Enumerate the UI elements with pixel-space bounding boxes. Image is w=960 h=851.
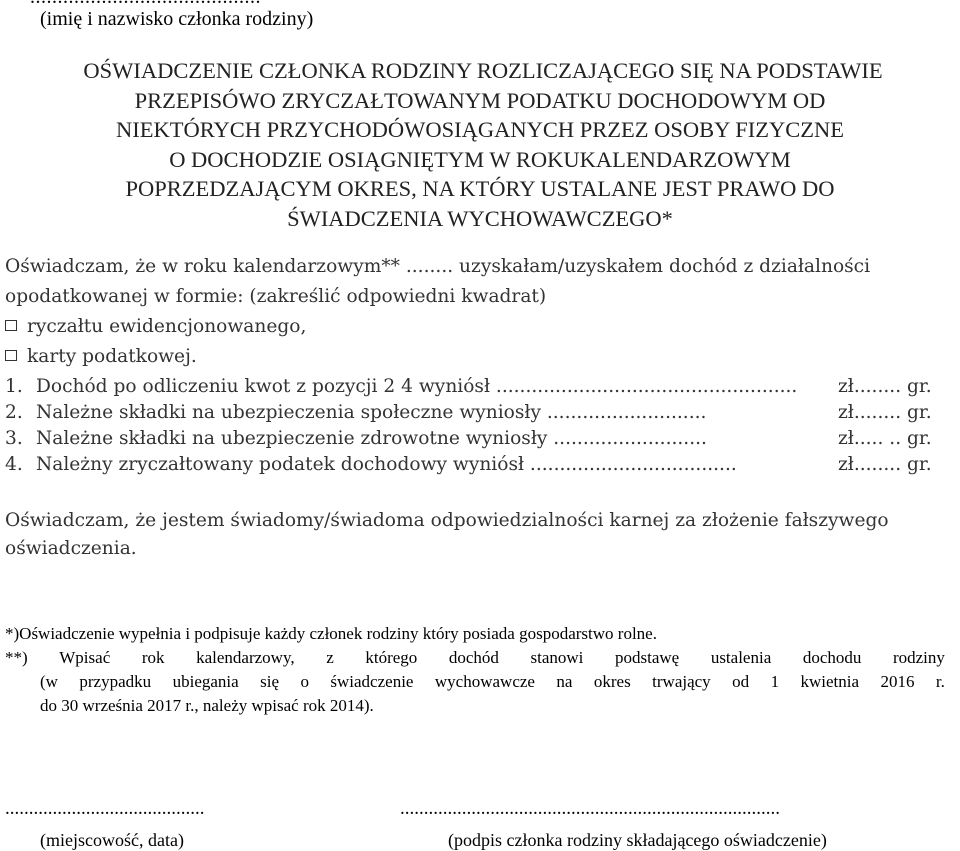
declaration-line-1: Oświadczam, że jestem świadomy/świadoma odpowiedzialności karnej za złożenie fałszywego [5, 510, 889, 531]
footnote-word: 1 [770, 672, 780, 691]
intro-line-1: Oświadczam, że w roku kalendarzowym** ........ uzyskałam/uzyskałem dochód z działalności [5, 256, 871, 277]
footnote-word: dochodu [802, 648, 862, 667]
footnote-word: wychowawcze [434, 672, 535, 691]
option-label: karty podatkowej. [27, 346, 197, 367]
footnote-word: trwający [652, 672, 711, 691]
signature-caption: (podpis członka rodziny składającego oświadczenie) [448, 830, 827, 850]
footnote-word: Wpisać [59, 648, 111, 667]
footnote-word: rodziny [892, 648, 945, 667]
footnote-1: *)Oświadczenie wypełnia i podpisuje każdy członek rodziny który posiada gospodarstwo rolne. [5, 624, 657, 643]
footnote-word: kalendarzowy, [196, 648, 295, 667]
item-text: Należne składki na ubezpieczenia społeczne wyniosły ........................... [36, 402, 707, 423]
place-date-field[interactable]: .......................................... [5, 798, 205, 819]
title-line-1: OŚWIADCZENIE CZŁONKA RODZINY ROZLICZAJĄCEGO SIĘ NA PODSTAWIE [83, 58, 883, 83]
footnote-word: dochód [448, 648, 499, 667]
footnote-word: **) [5, 648, 28, 667]
intro-line-2: opodatkowanej w formie: (zakreślić odpowiedni kwadrat) [5, 286, 547, 307]
footnote-word: o [300, 672, 309, 691]
name-caption: (imię i nazwisko członka rodziny) [40, 8, 314, 30]
footnote-2-line-3: do 30 września 2017 r., należy wpisać rok 2014). [40, 696, 374, 715]
footnote-word: podstawę [615, 648, 680, 667]
signature-field[interactable]: ................................................................................ [400, 798, 780, 819]
footnote-word: 2016 [880, 672, 915, 691]
declaration-line-2: oświadczenia. [5, 538, 137, 559]
footnote-word: kwietnia [800, 672, 860, 691]
item-amount-field[interactable]: zł........ gr. [838, 376, 932, 397]
footnote-word: r. [935, 672, 945, 691]
item-number: 4. [5, 454, 23, 475]
item-number: 2. [5, 402, 23, 423]
item-text: Należne składki na ubezpieczenie zdrowotne wyniosły .......................... [36, 428, 707, 449]
option-label: ryczałtu ewidencjonowanego, [27, 316, 307, 337]
item-amount-field[interactable]: zł..... .. gr. [838, 428, 932, 449]
title-line-5: POPRZEDZAJĄCYM OKRES, NA KTÓRY USTALANE JEST PRAWO DO [125, 176, 835, 201]
footnote-word: ubiegania [172, 672, 239, 691]
footnote-word: rok [141, 648, 165, 667]
footnote-word: (w [40, 672, 58, 691]
footnote-word: się [260, 672, 280, 691]
footnote-word: przypadku [79, 672, 152, 691]
footnote-word: okres [593, 672, 631, 691]
footnote-2-line-1 [5, 648, 945, 668]
footnote-word: którego [365, 648, 418, 667]
checkbox-square-icon[interactable] [5, 320, 17, 331]
item-number: 1. [5, 376, 23, 397]
option-ryczalt[interactable] [5, 316, 306, 337]
title-line-2: PRZEPISÓWO ZRYCZAŁTOWANYM PODATKU DOCHODOWYM OD [134, 87, 826, 113]
item-amount-field[interactable]: zł........ gr. [838, 454, 932, 475]
title-line-4: O DOCHODZIE OSIĄGNIĘTYM W ROKUKALENDARZOWYM [169, 146, 791, 172]
footnote-word: od [732, 672, 750, 691]
footnote-2-line-2 [40, 672, 945, 692]
item-amount-field[interactable]: zł........ gr. [838, 402, 932, 423]
place-date-caption: (miejscowość, data) [40, 830, 184, 850]
option-karta[interactable] [5, 346, 197, 367]
title-line-6: ŚWIADCZENIA WYCHOWAWCZEGO* [287, 205, 673, 231]
title-line-3: NIEKTÓRYCH PRZYCHODÓWOSIĄGANYCH PRZEZ OSOBY FIZYCZNE [116, 117, 844, 142]
document-title [0, 56, 960, 233]
item-number: 3. [5, 428, 23, 449]
item-text: Należny zryczałtowany podatek dochodowy wyniósł ................................... [36, 454, 737, 475]
footnote-word: z [326, 648, 334, 667]
footnote-word: ustalenia [710, 648, 772, 667]
checkbox-square-icon[interactable] [5, 350, 17, 361]
footnote-word: stanowi [530, 648, 584, 667]
footnote-word: świadczenie [330, 672, 414, 691]
footnote-word: na [556, 672, 573, 691]
item-text: Dochód po odliczeniu kwot z pozycji 2 4 wyniósł ................................................... [36, 376, 798, 397]
